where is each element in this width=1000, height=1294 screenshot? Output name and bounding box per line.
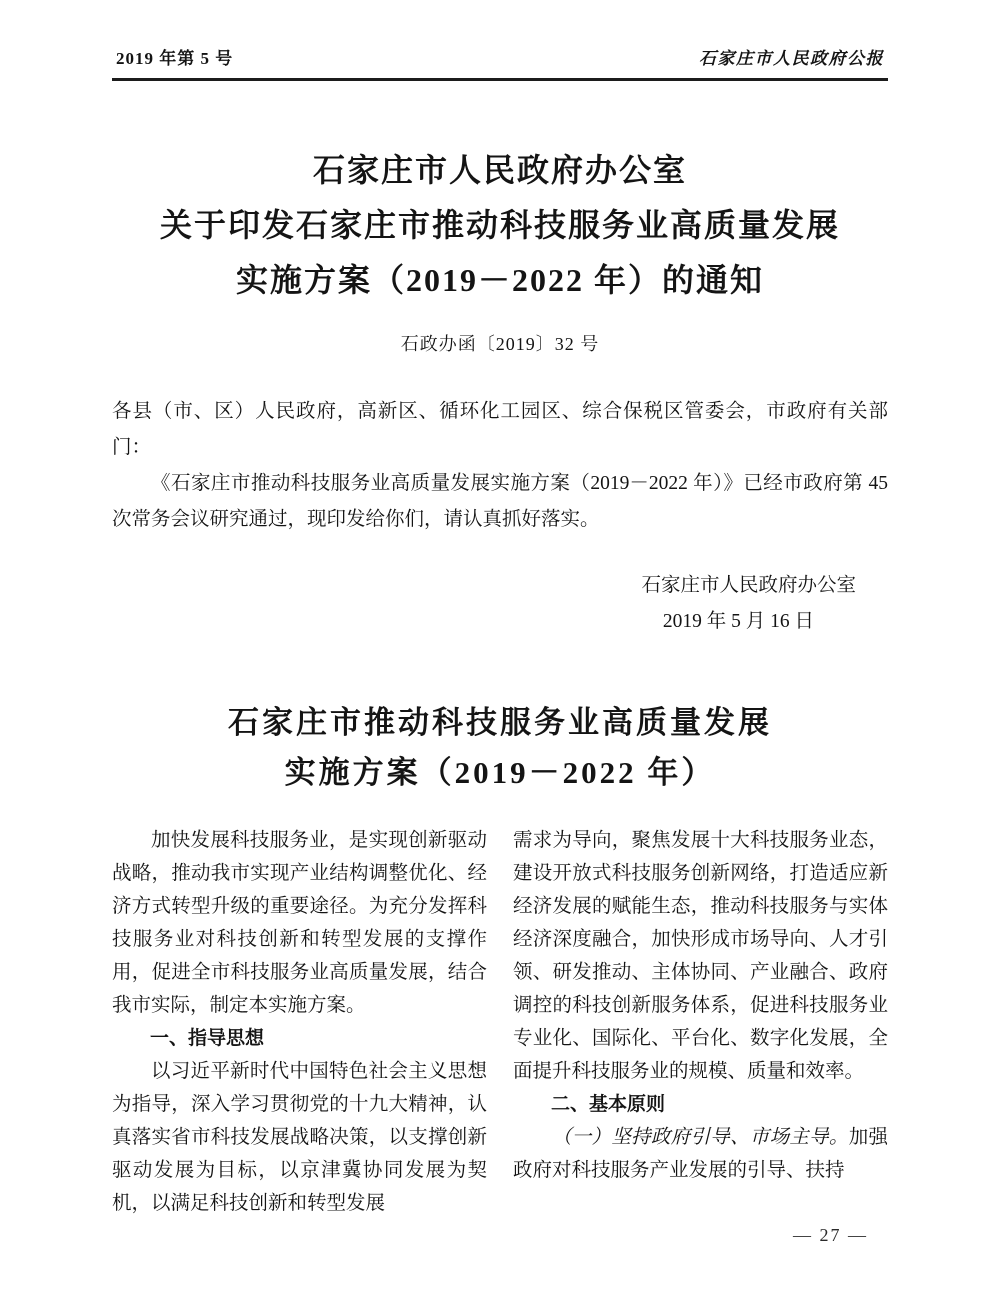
basic-principle-paragraph [513, 1121, 888, 1187]
plan-title-line: 石家庄市推动科技服务业高质量发展 [228, 705, 772, 740]
notice-title-line: 关于印发石家庄市推动科技服务业高质量发展 [159, 207, 840, 243]
masthead-rule [112, 78, 888, 81]
two-column-body [112, 824, 888, 1220]
plan-intro-paragraph: 加快发展科技服务业，是实现创新驱动战略，推动我市实现产业结构调整优化、经济方式转型升级的重要途径。为充分发挥科技服务业对科技创新和转型发展的支撑作用，促进全市科技服务业高质量发展，结合我市实际，制定本实施方案。 [112, 830, 487, 1016]
notice-paragraph: 《石家庄市推动科技服务业高质量发展实施方案（2019－2022 年）》已经市政府第 45 次常务会议研究通过，现印发给你们，请认真抓好落实。 [112, 473, 888, 530]
page-footer [793, 1225, 868, 1246]
guiding-ideology-paragraph: 以习近平新时代中国特色社会主义思想为指导，深入学习贯彻党的十九大精神，认真落实省市科技发展战略决策，以支撑创新驱动发展为目标，以京津冀协同发展为契机，以满足科技创新和转型发展 [112, 1061, 487, 1214]
signature-date: 2019 年 5 月 16 日 [662, 611, 814, 632]
page-number: — 27 — [793, 1225, 868, 1245]
masthead [112, 44, 888, 78]
signature-organization: 石家庄市人民政府办公室 [641, 575, 856, 596]
plan-title [112, 698, 888, 798]
guiding-ideology-continuation: 需求为导向，聚焦发展十大科技服务业态，建设开放式科技服务创新网络，打造适应新经济发展的赋能生态，推动科技服务与实体经济深度融合，加快形成市场导向、人才引领、研发推动、主体协同、产业融合、政府调控的科技创新服务体系，促进科技服务业专业化、国际化、平台化、数字化发展，全面提升科技服务业的规模、质量和效率。 [513, 830, 888, 1082]
document-number: 石政办函〔2019〕32 号 [400, 334, 600, 354]
notice-body [112, 394, 888, 538]
left-column [112, 824, 487, 1220]
notice-section [112, 143, 888, 640]
notice-title [112, 143, 888, 308]
principle-body: 加强政府对科技服务产业发展的引导、扶持 [513, 1127, 888, 1181]
plan-section [112, 698, 888, 1220]
issue-number: 2019 年第 5 号 [116, 49, 234, 68]
signature-block [112, 568, 888, 640]
notice-salutation: 各县（市、区）人民政府，高新区、循环化工园区、综合保税区管委会，市政府有关部门： [112, 401, 888, 458]
plan-title-line: 实施方案（2019－2022 年） [284, 755, 716, 790]
gazette-title: 石家庄市人民政府公报 [699, 49, 884, 68]
notice-title-line: 石家庄市人民政府办公室 [312, 152, 687, 188]
notice-title-line: 实施方案（2019－2022 年）的通知 [235, 262, 764, 298]
section-heading-2: 二、基本原则 [551, 1094, 666, 1115]
principle-emphasis: （一）坚持政府引导、市场主导。 [552, 1127, 849, 1148]
right-column [513, 824, 888, 1220]
section-heading-1: 一、指导思想 [150, 1028, 265, 1049]
